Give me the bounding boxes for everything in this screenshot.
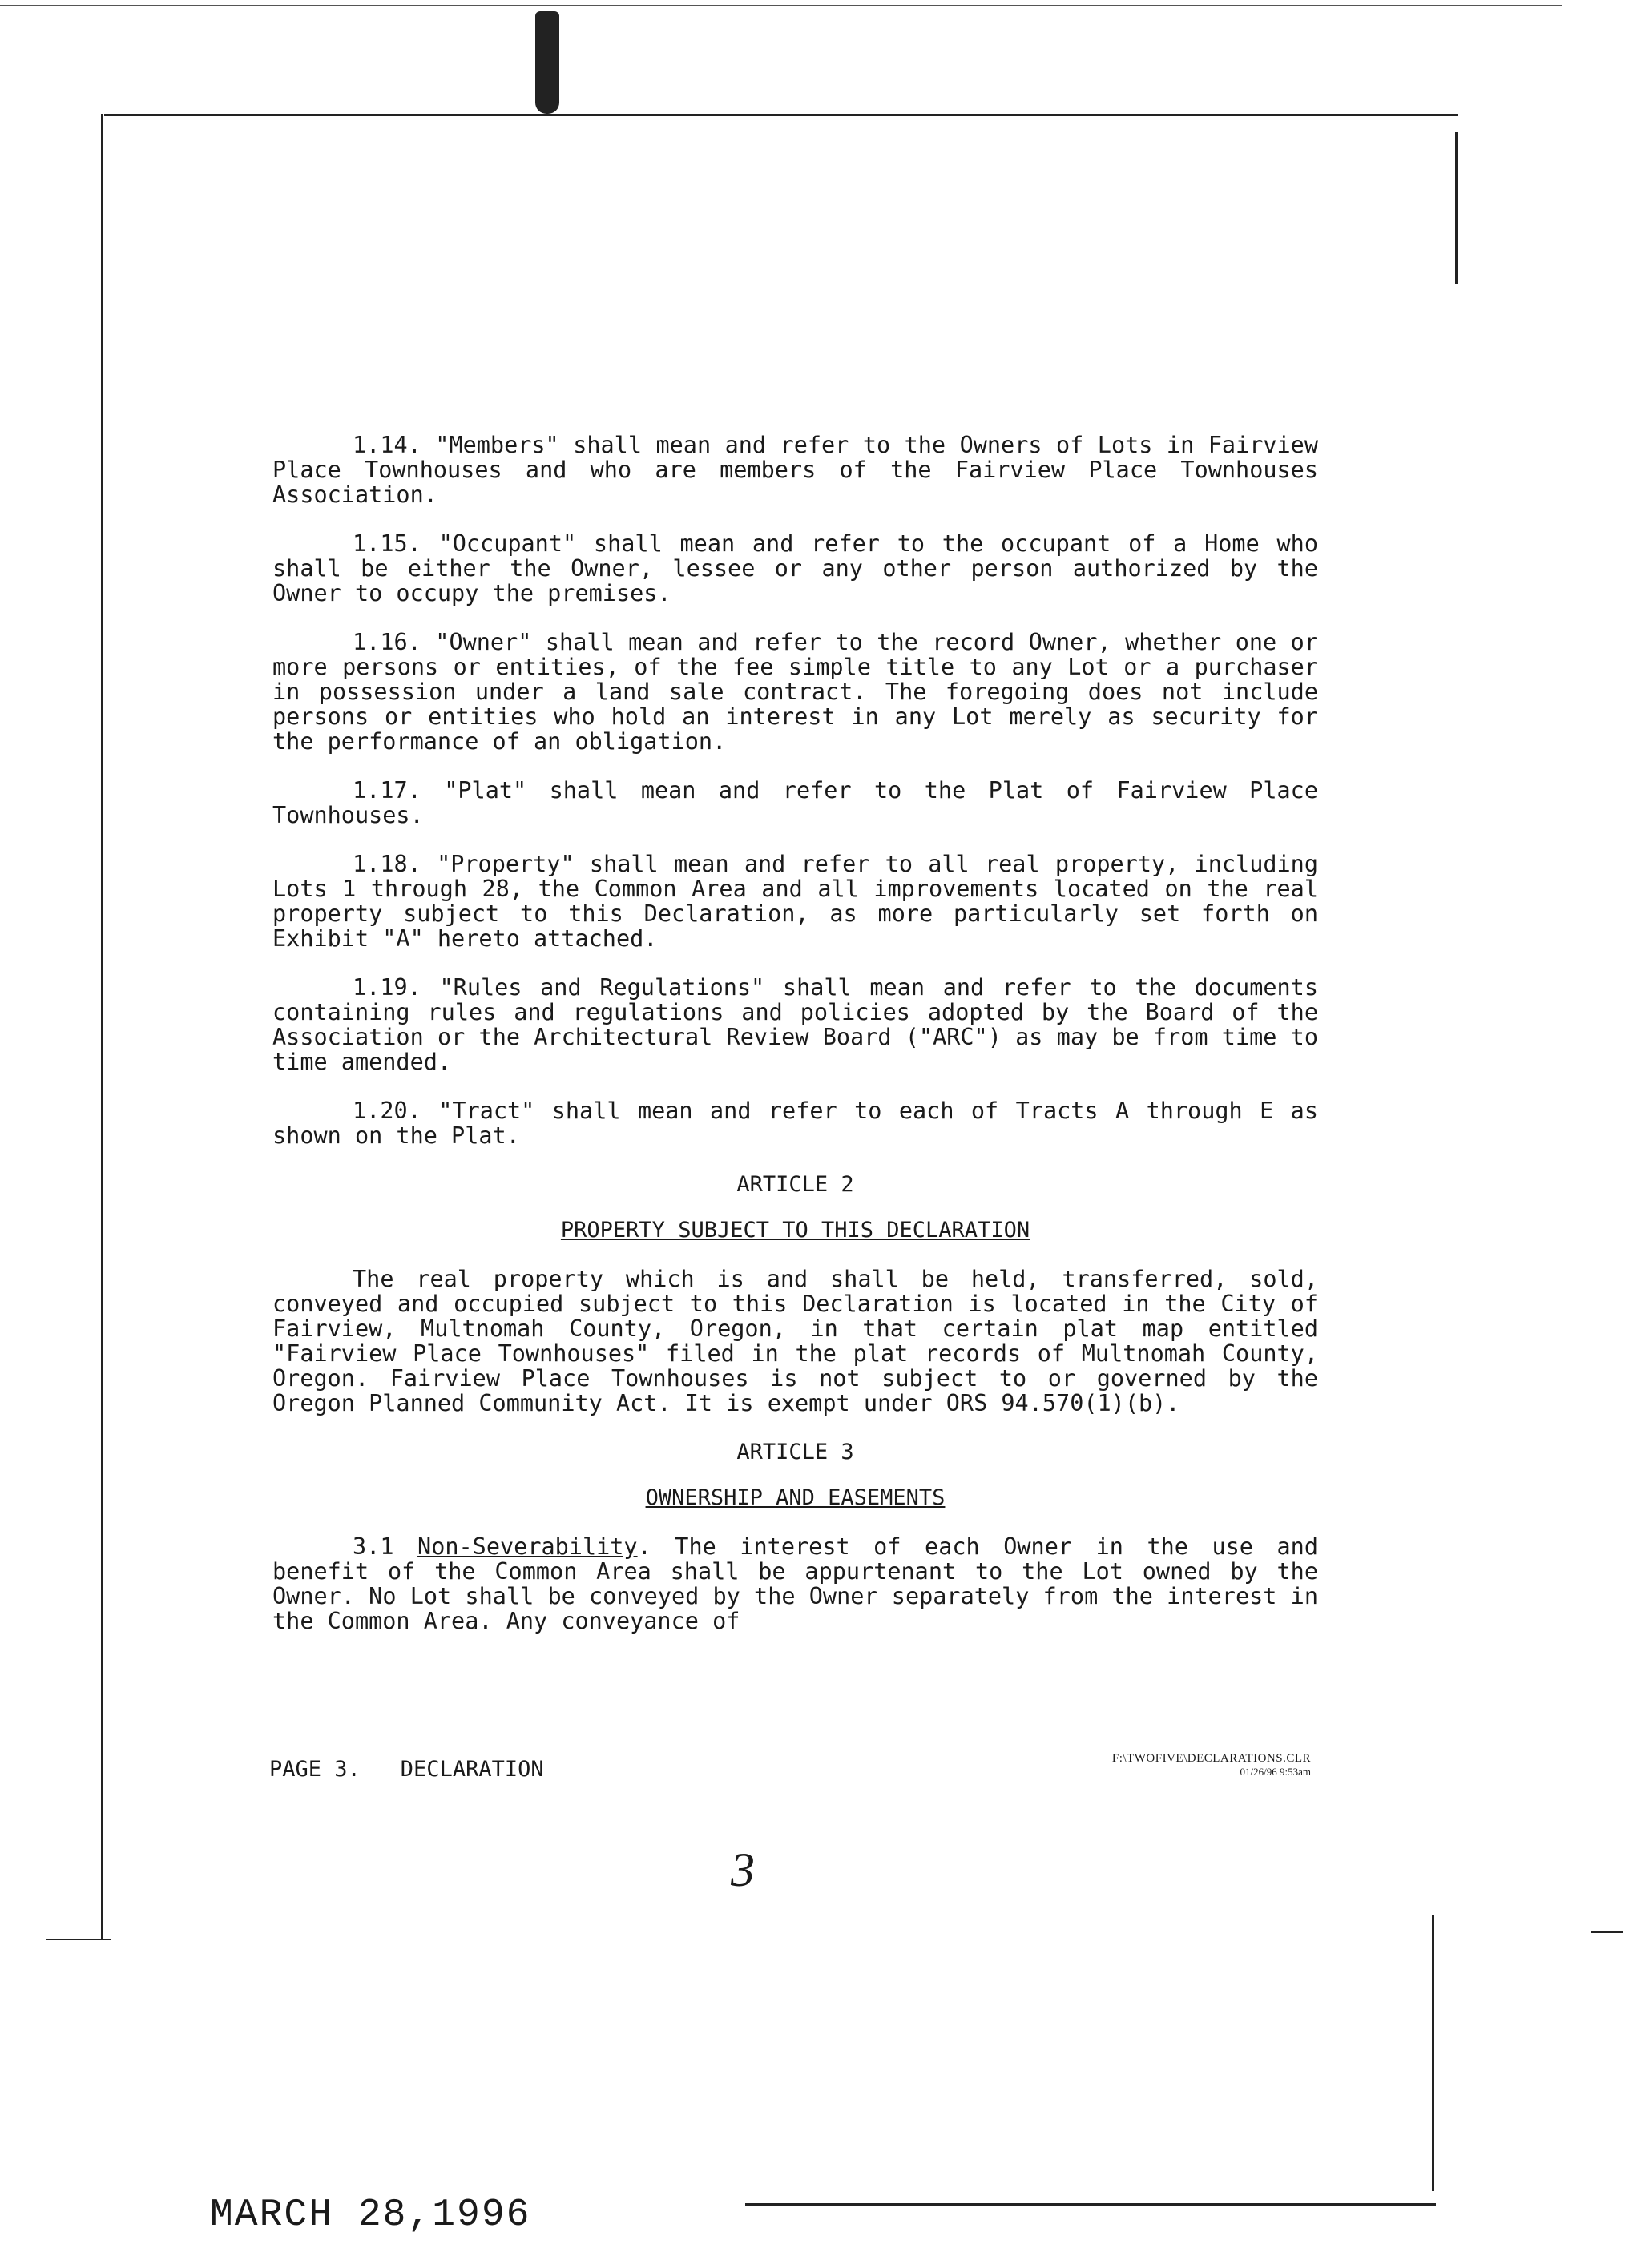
scan-binding-mark [535,11,559,114]
definition-1-20: 1.20. "Tract" shall mean and refer to each of Tracts A through E as shown on the Plat. [272,1098,1318,1149]
article-3-heading: ARTICLE 3 [736,1440,854,1464]
definition-1-18: 1.18. "Property" shall mean and refer to all real property, including Lots 1 through 28, the Common Area and all improvements located on the real property subject to this Declaration, as more particularly set forth on Exhibit "A" hereto attached. [272,851,1318,952]
footer-file-info [1112,1752,1311,1779]
scan-left-tick [46,1939,111,1940]
article-2-body: The real property which is and shall be held, transferred, sold, conveyed and occupied subject to this Declaration is located in the City of Fairview, Multnomah County, Oregon, in that certain plat map entitled "Fairview Place Townhouses" filed in the plat records of Multnomah County, Oregon. Fairview Place Townhouses is not subject to or governed by the Oregon Planned Community Act. It is exempt under ORS 94.570(1)(b). [272,1266,1318,1416]
definition-1-19: 1.19. "Rules and Regulations" shall mean and refer to the documents containing rules and regulations and policies adopted by the Board of the Association or the Architectural Review Board ("ARC") as may be from time to time amended. [272,974,1318,1075]
scan-left-border [101,114,103,1940]
scan-right-bracket [1432,1915,1434,2191]
footer-filename: F:\TWOFIVE\DECLARATIONS.CLR [1111,1752,1311,1765]
article-2-heading: ARTICLE 2 [736,1172,854,1197]
definition-1-14: 1.14. "Members" shall mean and refer to the Owners of Lots in Fairview Place Townhouses and who are members of the Fairview Place Townhouses Association. [272,432,1318,508]
scan-top-border [104,114,1458,116]
section-3-1-title: Non-Severability [417,1533,638,1560]
handwritten-page-number: 3 [731,1843,755,1896]
definition-1-16: 1.16. "Owner" shall mean and refer to the record Owner, whether one or more persons or entities, of the fee simple title to any Lot or a purchaser in possession under a land sale contract. The foregoing does not include persons or entities who hold an interest in any Lot merely as security for the performance of an obligation. [272,629,1318,755]
footer-timestamp: 01/26/96 9:53am [1240,1766,1311,1778]
scan-right-edge-mark [1591,1931,1623,1933]
date-stamp: MARCH 28,1996 [210,2193,531,2237]
definition-1-17: 1.17. "Plat" shall mean and refer to the Plat of Fairview Place Townhouses. [272,777,1318,828]
scan-right-border-top [1455,132,1458,284]
definition-1-15: 1.15. "Occupant" shall mean and refer to the occupant of a Home who shall be either the Owner, lessee or any other person authorized by the Owner to occupy the premises. [272,530,1318,606]
section-3-1: 3.1 Non-Severability. The interest of each Owner in the use and benefit of the Common Area shall be appurtenant to the Lot owned by the Owner. No Lot shall be conveyed by the Owner separately from the interest in the Common Area. Any conveyance of [272,1533,1318,1634]
scan-bottom-line [745,2203,1436,2206]
document-body [272,433,1318,1658]
footer-page-label: PAGE 3. DECLARATION [269,1757,544,1782]
article-3-title: OWNERSHIP AND EASEMENTS [645,1485,946,1510]
article-2-title: PROPERTY SUBJECT TO THIS DECLARATION [560,1218,1030,1243]
scan-top-edge [0,5,1562,6]
page-footer [269,1752,1311,1792]
